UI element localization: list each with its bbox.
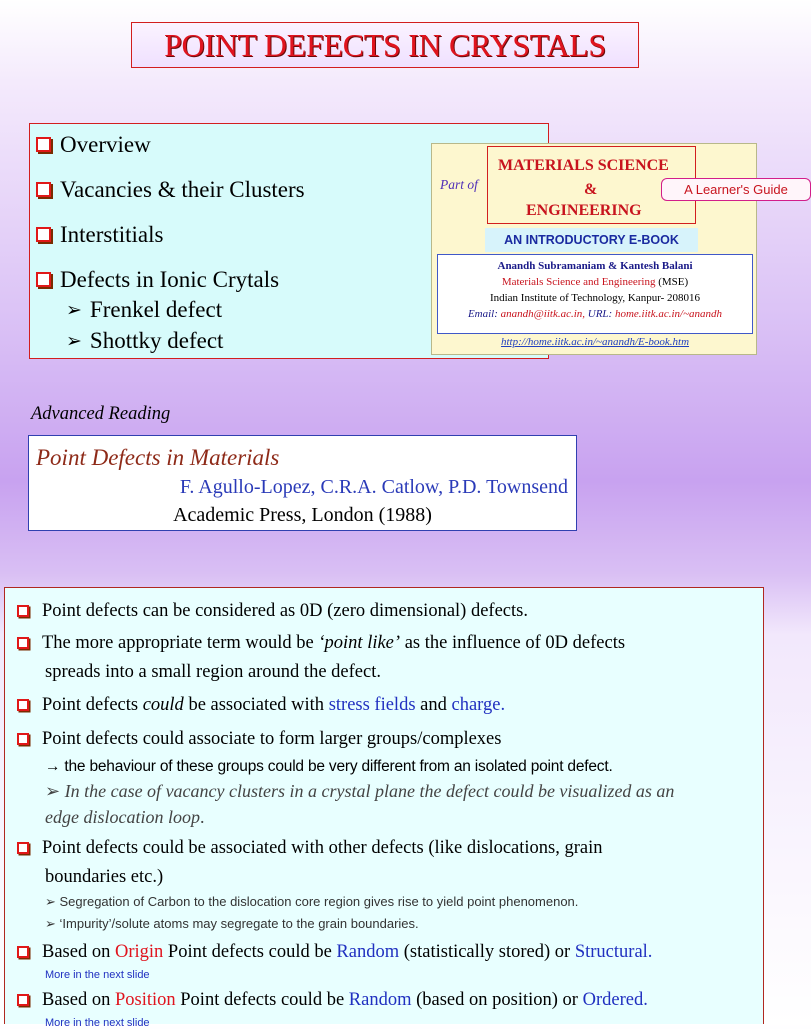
point-text: Point defects can be considered as 0D (zero dimensional) defects. xyxy=(42,601,528,621)
department-name: Materials Science and Engineering xyxy=(501,276,656,288)
checkbox-bullet-icon xyxy=(17,842,29,854)
checkbox-bullet-icon xyxy=(36,182,51,197)
point-item xyxy=(17,695,505,716)
sub-point: ➢ ‘Impurity’/solute atoms may segregate to the grain boundaries. xyxy=(45,916,419,931)
authors-box xyxy=(437,254,753,334)
subtopic-item xyxy=(66,297,222,323)
department-abbr: (MSE) xyxy=(658,276,689,288)
point-text: The more appropriate term would be ‘point like’ as the influence of 0D defects xyxy=(42,633,626,653)
point-text: Based on Position Point defects could be Random (based on position) or Ordered. xyxy=(42,990,648,1010)
book-reference-box xyxy=(28,435,577,531)
checkbox-bullet-icon xyxy=(17,946,29,958)
topic-item xyxy=(36,267,279,293)
point-consequence: → the behaviour of these groups could be very different from an isolated point defect. xyxy=(45,758,613,775)
arrow-bullet-icon: ➢ xyxy=(45,916,60,931)
email-link[interactable]: anandh@iitk.ac.in, xyxy=(500,308,586,320)
book-publisher: Academic Press, London (1988) xyxy=(173,504,432,526)
point-item xyxy=(17,601,528,622)
sub-point: ➢ Segregation of Carbon to the dislocation core region gives rise to yield point phenomenon. xyxy=(45,894,579,909)
more-next-slide-link[interactable]: More in the next slide xyxy=(45,1017,150,1029)
topic-label: Interstitials xyxy=(60,222,164,247)
topic-label: Vacancies & their Clusters xyxy=(60,177,305,202)
point-italic-note: ➢ In the case of vacancy clusters in a crystal plane the defect could be visualized as an xyxy=(45,781,675,801)
learners-guide-badge: A Learner's Guide xyxy=(661,178,811,201)
point-item xyxy=(17,729,501,750)
topic-label: Overview xyxy=(60,132,151,157)
arrow-bullet-icon: ➢ xyxy=(66,299,82,321)
email-label: Email: xyxy=(467,308,498,320)
page-title: POINT DEFECTS IN CRYSTALS xyxy=(131,22,639,68)
book-authors: F. Agullo-Lopez, C.R.A. Catlow, P.D. Townsend xyxy=(179,476,568,498)
checkbox-bullet-icon xyxy=(17,699,29,711)
mse-title-line1: MATERIALS SCIENCE xyxy=(498,157,669,174)
checkbox-bullet-icon xyxy=(17,637,29,649)
ebook-card xyxy=(431,143,788,355)
topic-label: Defects in Ionic Crytals xyxy=(60,267,280,292)
point-text: Point defects could associate to form larger groups/complexes xyxy=(42,729,502,749)
arrow-bullet-icon: ➢ xyxy=(66,330,82,352)
contact-line xyxy=(438,306,752,322)
subtopic-label: Frenkel defect xyxy=(89,297,223,322)
more-next-slide-link[interactable]: More in the next slide xyxy=(45,969,150,981)
point-text: Point defects could be associated with other defects (like dislocations, grain xyxy=(42,838,603,858)
mse-title-line2: ENGINEERING xyxy=(526,202,642,219)
point-item xyxy=(17,633,625,654)
point-item xyxy=(17,990,648,1011)
ebook-authors: Anandh Subramaniam & Kantesh Balani xyxy=(497,260,693,272)
point-italic-note-cont: edge dislocation loop. xyxy=(45,807,205,827)
points-box xyxy=(4,587,764,1029)
checkbox-bullet-icon xyxy=(17,733,29,745)
url-label: URL: xyxy=(587,308,613,320)
point-text: Point defects could be associated with stress fields and charge. xyxy=(42,695,506,715)
checkbox-bullet-icon xyxy=(36,272,51,287)
part-of-label: Part of xyxy=(440,177,478,192)
topic-item xyxy=(36,177,305,203)
mse-ampersand: & xyxy=(584,181,598,198)
arrow-bullet-icon: ➢ xyxy=(45,781,65,801)
point-continuation: spreads into a small region around the defect. xyxy=(45,662,381,682)
ebook-link[interactable]: http://home.iitk.ac.in/~anandh/E-book.htm xyxy=(500,336,690,348)
checkbox-bullet-icon xyxy=(17,994,29,1006)
subtopic-item xyxy=(66,328,223,354)
topic-item xyxy=(36,132,151,158)
department-line xyxy=(438,274,752,290)
book-title: Point Defects in Materials xyxy=(36,445,280,470)
point-item xyxy=(17,942,652,963)
arrow-bullet-icon: ➢ xyxy=(45,894,60,909)
point-text: Based on Origin Point defects could be Random (statistically stored) or Structural. xyxy=(42,942,653,962)
point-continuation: boundaries etc.) xyxy=(45,867,164,887)
checkbox-bullet-icon xyxy=(36,137,51,152)
checkbox-bullet-icon xyxy=(17,605,29,617)
intro-ebook-banner: AN INTRODUCTORY E-BOOK xyxy=(485,228,698,252)
mse-title-box xyxy=(487,146,788,224)
institute-line: Indian Institute of Technology, Kanpur- 208016 xyxy=(489,292,701,304)
advanced-reading-heading: Advanced Reading xyxy=(31,404,171,424)
homepage-link[interactable]: home.iitk.ac.in/~anandh xyxy=(614,308,723,320)
checkbox-bullet-icon xyxy=(36,227,51,242)
point-item xyxy=(17,838,603,859)
topic-item xyxy=(36,222,163,248)
subtopic-label: Shottky defect xyxy=(89,328,224,353)
